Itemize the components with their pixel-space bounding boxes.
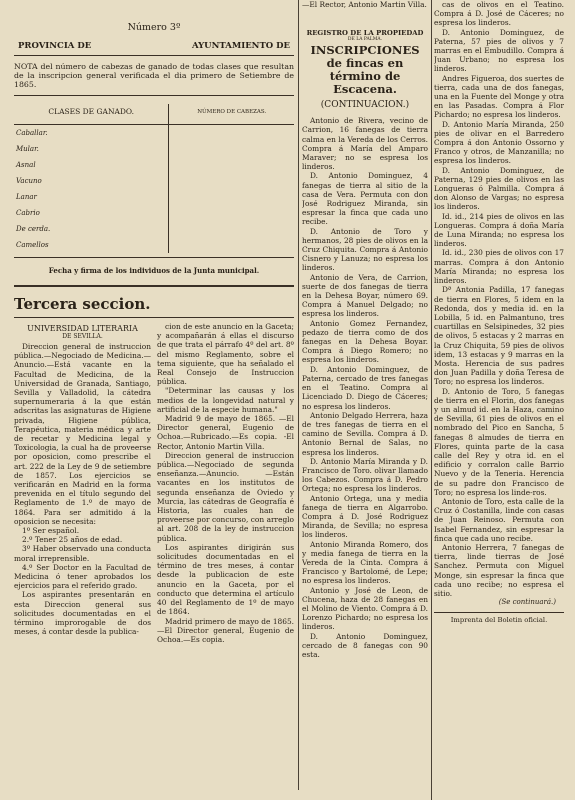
ganado-row <box>14 205 294 221</box>
paragraph: Dª Antonia Padilla, 17 fanegas de tierra en Flores, 5 idem en la Redonda, dos y media id. en la Lobilla, 5 id. en Palmantuno, tres cuartillas en Selsipinedes, 32 pies de olivos, 5 estacas y 2 marras en la Cruz Chiquita, 59 pies de olivos idem, 13 estacas y 9 marras en la Mosta. Herencia de sus padres don Juan Padilla y doña Teresa de Toro; no espresa los linderos. <box>434 285 564 387</box>
paragraph: D. Antonio Dominguez, de Paterna, 129 pies de olivos en las Longueras ó Palmilla. Compra á don Alonso de Vargas; no espresa los linderos. <box>434 165 564 212</box>
ganado-row <box>14 157 294 173</box>
paragraph: Antonio de Vera, de Carrion, suerte de dos fanegas de tierra en la Dehesa Boyar, número 69. Compra á Manuel Delgado; no espresa los linderos. <box>302 272 428 319</box>
paragraph: D. Antonio María Miranda y D. Francisco de Toro. olivar llamado los Cabezos. Compra á D. Pedro Ortega; no espresa los linderos. <box>302 456 428 494</box>
ganado-count-cell <box>169 157 294 173</box>
column-right <box>434 0 564 800</box>
numero-label: Número 3º <box>127 22 181 33</box>
paragraph: Id. id., 214 pies de olivos en las Longueras. Compra á doña María de Luna Miranda; no espresa los linderos. <box>434 211 564 249</box>
continuacion-label: (CONTINUACION.) <box>320 100 410 111</box>
divider <box>14 95 294 96</box>
form-header <box>14 41 294 51</box>
divider <box>14 285 294 287</box>
registro-heading: REGISTRO DE LA PROPIEDAD <box>306 29 424 38</box>
paragraph: D. Antonio Dominguez, cercado de 8 fanegas con 90 esta. <box>302 631 428 659</box>
ganado-class-label: Lanar <box>16 193 37 201</box>
two-column-body <box>14 322 294 644</box>
rector-line: —El Rector, Antonio Martin Villa. <box>302 0 427 9</box>
ganado-row <box>14 237 294 253</box>
imprenta-footer: Imprenta del Boletin oficial. <box>434 612 564 624</box>
paragraph: D. Antonio Dominguez, de Paterna, 57 pies de olivos y 7 marras en el Embudillo. Compra á Juan Urbano; no espresa los linderos. <box>434 27 564 74</box>
paragraph: Direccion general de instruccion pública.—Negociado de segunda enseñanza.—Anuncio. —Están vacantes en los institutos de segunda enseñanza de Oviedo y Murcia, las cátedras de Geografía é Historia, las cuales han de proveerse por concurso, con arreglo al art. 208 de la ley de instruccion pública. <box>157 450 294 543</box>
ganado-class-label: Cabrio <box>16 209 40 217</box>
subcolumn-right <box>157 322 294 644</box>
universidad-subheading: DE SEVILLA. <box>62 333 103 340</box>
paragraph: Antonio Gomez Fernandez, pedazo de tierra como de dos fanegas en la Dehesa Boyar. Compra á Diego Romero; no espresa los linderos. <box>302 318 428 365</box>
paragraph: Antonio y José de Leon, de Chucena, haza de 28 fanegas en el Molino de Viento. Compra á D. Lorenzo Pichardo; no espresa los linderos. <box>302 585 428 632</box>
registro-subheading: DE LA PALMA. <box>347 37 383 43</box>
ganado-class-label: Vacuno <box>16 177 42 185</box>
ganado-class-label: Mular. <box>16 145 39 153</box>
paragraph: 3º Haber observado una conducta moral irreprensible. <box>14 544 151 563</box>
ganado-count-cell <box>169 141 294 157</box>
paragraph: D. Antonio María Miranda, 250 pies de olivar en el Barredero Compra á don Antonio Ossorno y Franco y otros, de Manzanilla; no espresa los linderos. <box>434 119 564 166</box>
ganado-row <box>14 125 294 142</box>
paragraph: 1º Ser español. <box>22 526 80 536</box>
paragraph: Id. id., 230 pies de olivos con 17 marras. Compra á don Antonio María Miranda; no espresa los linderos. <box>434 248 564 286</box>
paragraph: 2.º Tener 25 años de edad. <box>22 535 123 545</box>
paragraph: "Determinar las causas y los medios de la longevidad natural y artificial de la especie humana." <box>157 386 294 414</box>
inscripciones-title: INSCRIPCIONES de fincas en término de Escacena. <box>310 43 420 97</box>
section-title: Tercera seccion. <box>14 295 151 313</box>
paragraph: Madrid 9 de mayo de 1865. —El Director general, Eugenio de Ochoa.—Rubricado.—Es copia. -El Rector, Antonio Martin Villa. <box>157 414 294 451</box>
universidad-heading: UNIVERSIDAD LITERARIA <box>27 324 138 333</box>
ganado-count-cell <box>169 237 294 253</box>
paragraph: Madrid primero de mayo de 1865.—El Director general, Eugenio de Ochoa.—Es copia. <box>157 616 294 644</box>
ganado-count-cell <box>169 205 294 221</box>
ganado-row <box>14 189 294 205</box>
ganado-table <box>14 104 294 253</box>
nota-text: NOTA del número de cabezas de ganado de todas clases que resultan de la inscripcion general verificada el dia primero de Setiembre de 1865. <box>14 62 294 89</box>
ganado-class-label: Camellos <box>16 241 49 249</box>
paragraph: Antonio Delgado Herrera, haza de tres fanegas de tierra en el camino de Sevilla. Compra á D. Antonio Bernal de Salas, no espresa los linderos. <box>302 410 428 457</box>
ganado-class-label: Caballar. <box>16 129 48 137</box>
paragraph: D. Antonio Dominguez, 4 fanegas de tierra al sitio de la casa de Vera. Permuta con don José Rodriguez Miranda, sin espresar la finca que cada uno recibe. <box>302 171 428 227</box>
column-middle <box>302 0 428 790</box>
column-rule <box>298 0 299 790</box>
paragraph: cion de este anuncio en la Gaceta; y acompañarán á ellas el discurso de que trata el párrafo 4º del art. 8º del mismo Reglamento, sobre el tema siguiente, que ha señalado el Real Consejo de Instruccion pública. <box>157 322 294 387</box>
paragraph: D. Antonio de Toro y hermanos, 28 pies de olivos en la Cruz Chiquita. Compra á Antonio Cisnero y Lanuza; no espresa los linderos. <box>302 226 428 273</box>
ganado-count-cell <box>169 125 294 142</box>
column-rule <box>431 0 432 800</box>
ganado-class-label: De cerda. <box>16 225 51 233</box>
divider <box>14 257 294 258</box>
ganado-header-clases: CLASES DE GANADO. <box>14 104 169 125</box>
paragraph: Antonio de Rivera, vecino de Carrion, 16 fanegas de tierra calma en la Vereda de los Cerros. Compra á María del Amparo Maraver; no se espresa los linderos. <box>302 116 428 172</box>
ayuntamiento-label: AYUNTAMIENTO DE <box>191 41 290 51</box>
paragraph: 4.º Ser Doctor en la Facultad de Medicina ó tener aprobados los ejercicios para el referido grado. <box>14 562 151 591</box>
ganado-count-cell <box>169 173 294 189</box>
ganado-header-numero: NÚMERO DE CABEZAS. <box>169 104 294 125</box>
paragraph: D. Antonio Dominguez, de Paterna, cercado de tres fanegas en el Teatino. Compra al Licenciado D. Diego de Cáceres; no espresa los linderos. <box>302 364 428 411</box>
paragraph: Antonio Ortega, una y media fanega de tierra en Algarrobo. Compra á D. José Rodriguez Miranda, de Sevilla; no espresa los linderos. <box>302 493 428 540</box>
paragraph: Andres Figueroa, dos suertes de tierra, cada una de dos fanegas, una en la Fuente del Monge y otra en las Pasadas. Compra á Flor Pichardo; no espresa los linderos. <box>434 73 564 120</box>
ganado-row <box>14 141 294 157</box>
subcolumn-left <box>14 322 151 644</box>
paragraph: Direccion general de instruccion pública.—Negociado de Medicina.—Anuncio.—Está vacante en la Facultad de Medicina, de la Universidad de Granada, Santiago, Sevilla y Valladolid, la cátedra supernumeraria á la que están adscritas las asignaturas de Higiene privada, Higiene pública, Terapéutica, materia médica y arte de recetar y Medicina legal y Toxicologia, la cual ha de proveerse por oposicion, como prescribe el art. 222 de la Ley de 9 de setiembre de 1857. Los ejercicios se verificarán en Madrid en la forma prevenida en el título segundo del Reglamento de 1.º de mayo de 1864. Para ser admitido á la oposicion se necesita: <box>14 342 151 526</box>
provincia-label: PROVINCIA DE <box>18 41 92 51</box>
paragraph: Los aspirantes presentarán en esta Direccion general sus solicitudes documentadas en el término improrogable de dos meses, á contar desde la publica- <box>14 590 151 637</box>
paragraph: Los aspirantes dirigirán sus solicitudes documentadas en el término de tres meses, á contar desde la publicacion de este anuncio en la Gaceta, por el conducto que determina el artículo 40 del Reglamento de 1º de mayo de 1864. <box>157 542 294 617</box>
ganado-row <box>14 221 294 237</box>
paragraph: D. Antonio de Toro, 5 fanegas de tierra en el Florin, dos fanegas y un almud id. en la Haza, camino de Sevilla, 61 pies de olivos en el nombrado del Pico en Sancha, 5 fanegas 8 almudes de tierra en Flores, quinta parte de la casa calle del Rey y otra id. en el edificio y corralon calle Barrio Nuevo y de la Teneria. Herencia de su padre don Francisco de Toro; no espresa los linde-ros. <box>434 386 564 497</box>
paragraph: Antonio Herrera, 7 fanegas de tierra, linde tierras de José Sanchez. Permuta con Miguel Monge, sin espresar la finca que cada uno recibe; no espresa el sitio. <box>434 542 564 598</box>
continuara-label: (Se continuará.) <box>498 598 556 607</box>
paragraph: cas de olivos en el Teatino. Compra á D. José de Cáceres; no espresa los linderos. <box>434 0 564 28</box>
paragraph: Antonio Miranda Romero, dos y media fanega de tierra en la Vereda de la Cinta. Compra á Francisco y Bartolomé, de Lepe; no espresa los linderos. <box>302 539 428 586</box>
ganado-count-cell <box>169 221 294 237</box>
paragraph: Antonio de Toro, esta calle de la Cruz ó Costanilla, linde con casas de Juan Reinoso. Permuta con Isabel Fernandez, sin espresar la finca que cada uno recibe. <box>434 496 564 543</box>
ganado-class-label: Asnal <box>16 161 36 169</box>
ganado-count-cell <box>169 189 294 205</box>
column-left <box>14 22 294 800</box>
divider <box>14 317 294 318</box>
divider <box>14 55 294 56</box>
fecha-line: Fecha y firma de los individuos de la Junta municipal. <box>48 266 260 275</box>
ganado-row <box>14 173 294 189</box>
